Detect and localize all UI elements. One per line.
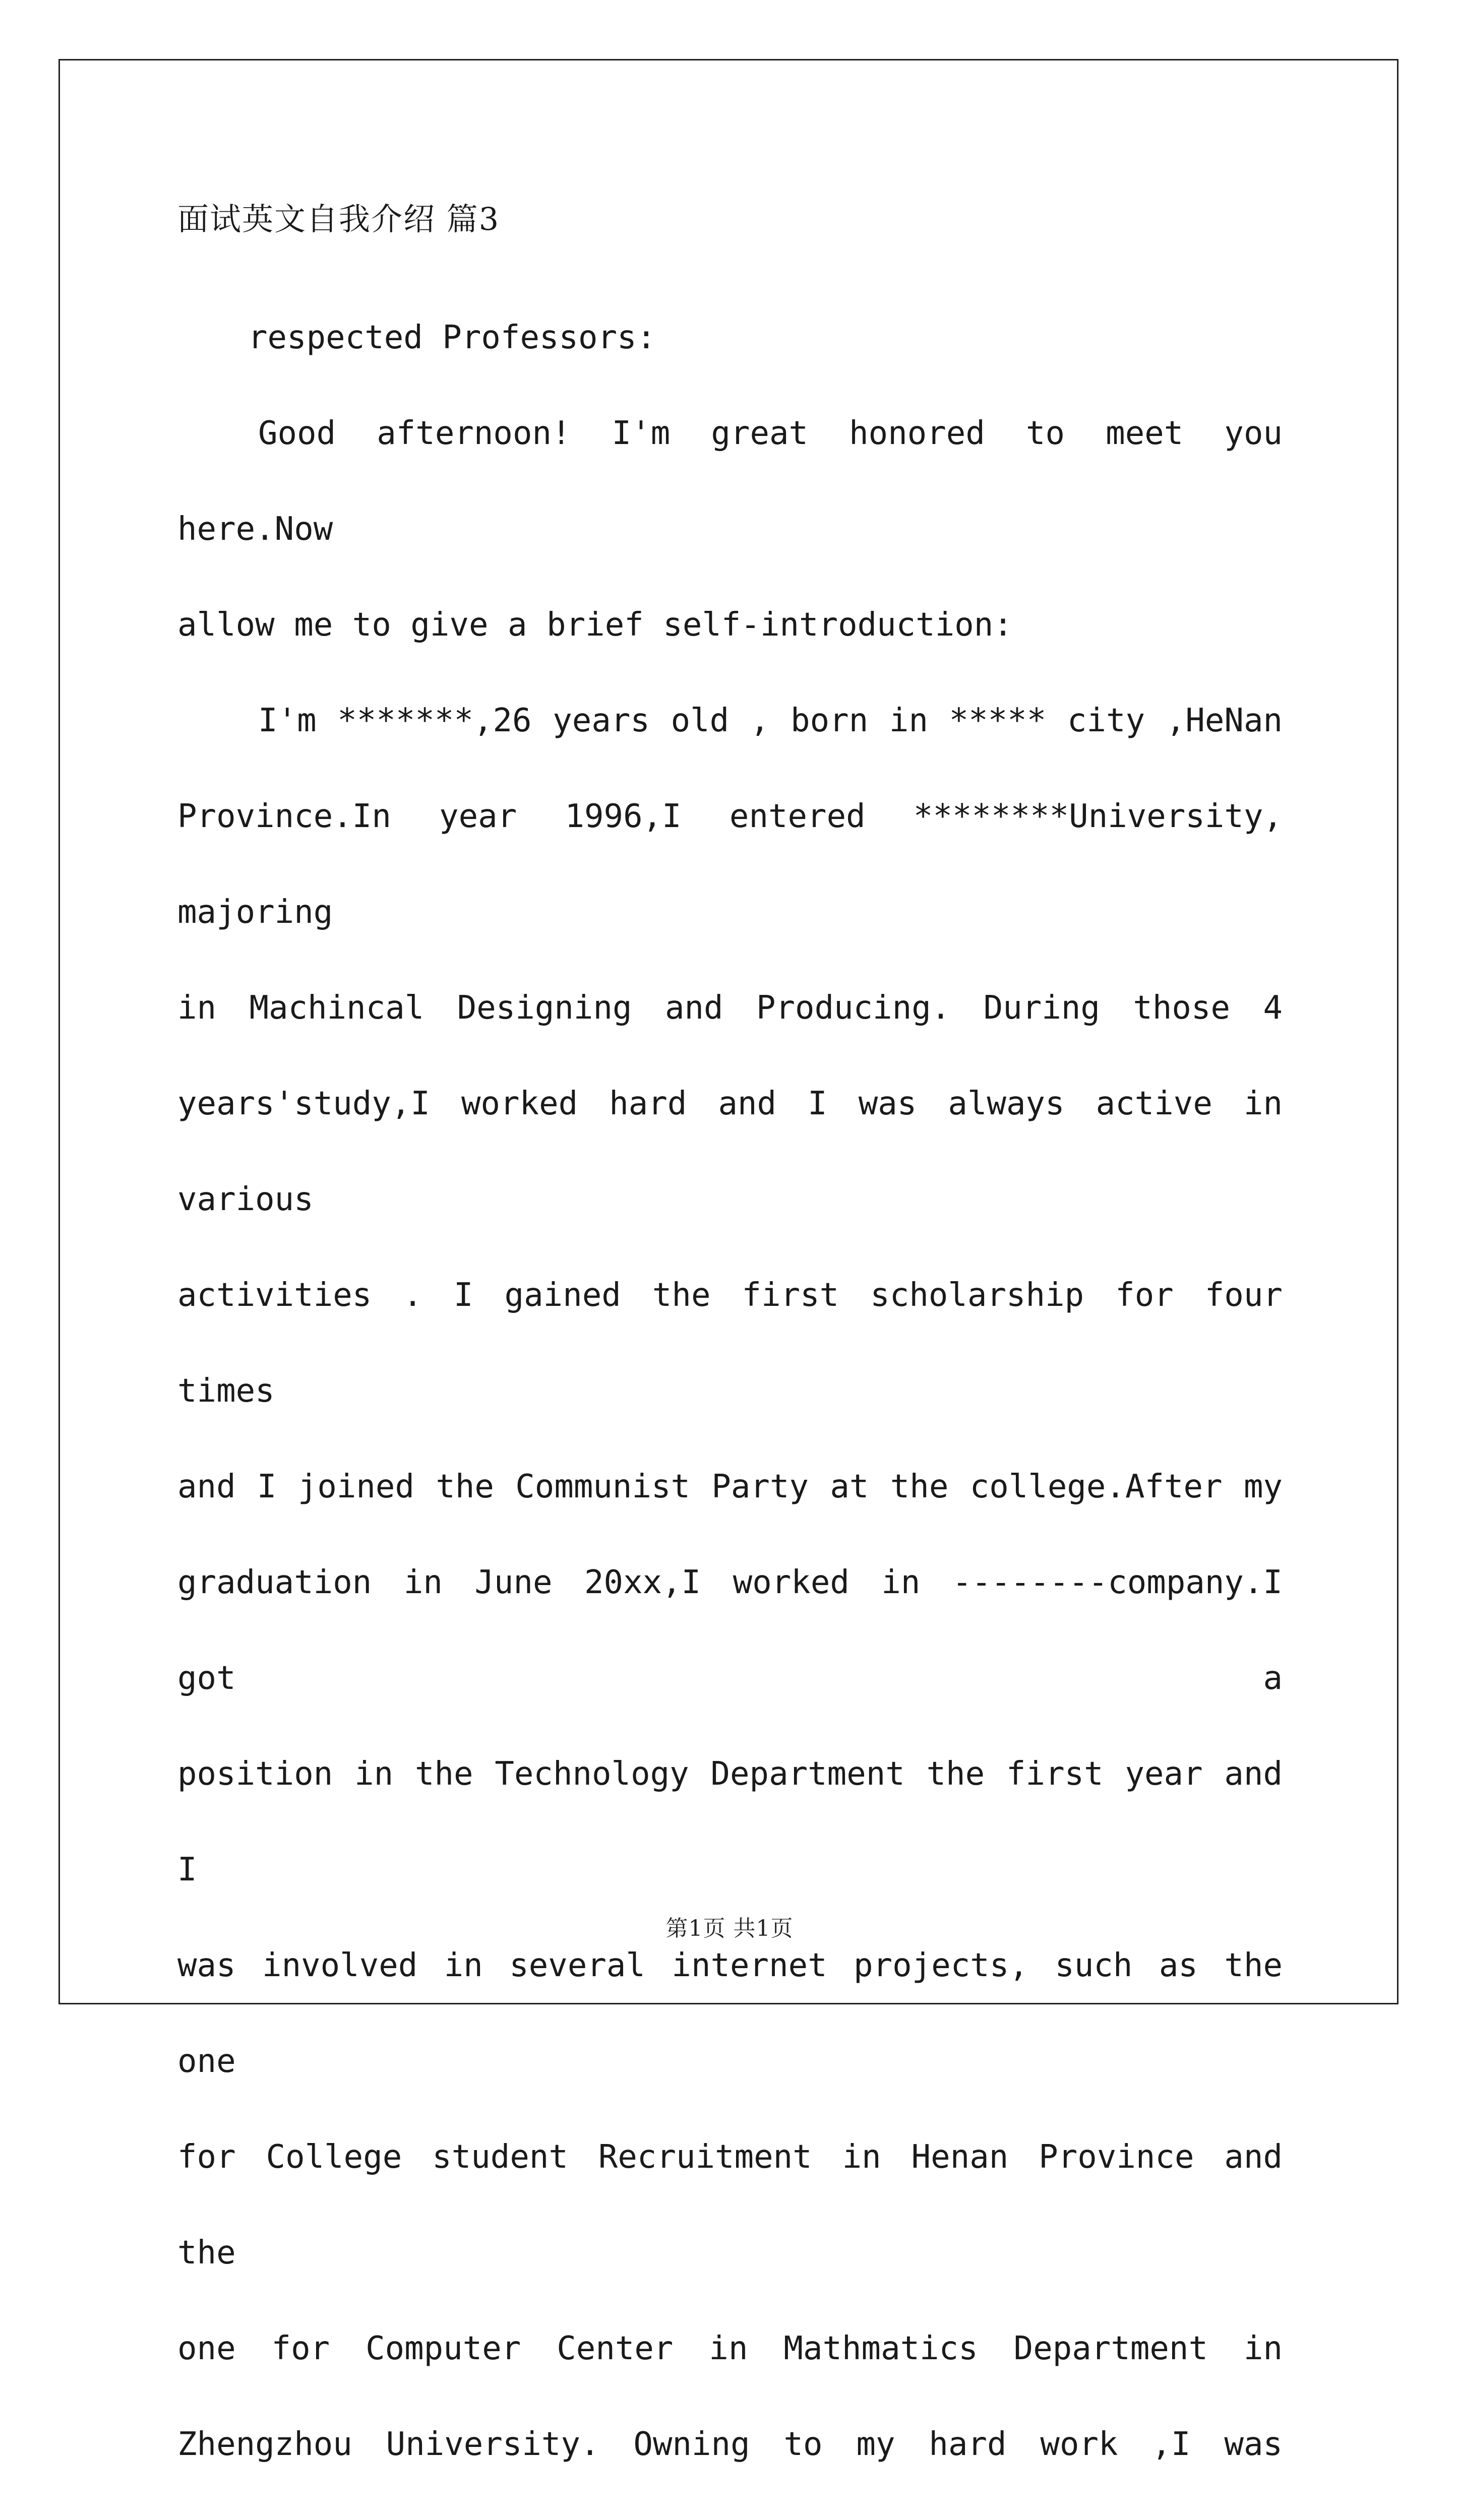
text-line: and I joined the Communist Party at the college.After my	[177, 1468, 1283, 1505]
paragraph-introduction	[177, 673, 1283, 2520]
text-line: for College student Recruitment in Henan Province and the	[177, 2138, 1283, 2272]
page-number-footer: 第1页 共1页	[665, 1916, 794, 1941]
salutation: respected Professors:	[248, 319, 656, 356]
text-line: I'm *******,26 years old , born in ***** city ,HeNan	[258, 702, 1283, 739]
text-line: Zhengzhou University. Owning to my hard work ,I was	[177, 2426, 1283, 2463]
paragraph-greeting	[177, 386, 1283, 673]
text-line: was involved in several internet projects, such as the one	[177, 1947, 1283, 2080]
text-line: Good afternoon! I'm great honored to meet you here.Now	[177, 415, 1283, 548]
text-line: in Machincal Designing and Producing. During those 4	[177, 989, 1283, 1027]
text-line: activities . I gained the first scholarship for four times	[177, 1277, 1283, 1410]
document-title: 面试英文自我介绍 篇3	[177, 201, 500, 237]
document-body	[177, 194, 1283, 2520]
text-line: Province.In year 1996,I entered ********University, majoring	[177, 798, 1283, 931]
text-line: one for Computer Center in Mathmatics Department in	[177, 2330, 1283, 2367]
text-line: graduation in June 20xx,I worked in --------company.I got a	[177, 1564, 1283, 1697]
text-line: years'study,I worked hard and I was always active in various	[177, 1085, 1283, 1218]
text-line: position in the Technology Department the first year and I	[177, 1755, 1283, 1888]
text-line: allow me to give a brief self-introduction:	[177, 606, 1013, 644]
